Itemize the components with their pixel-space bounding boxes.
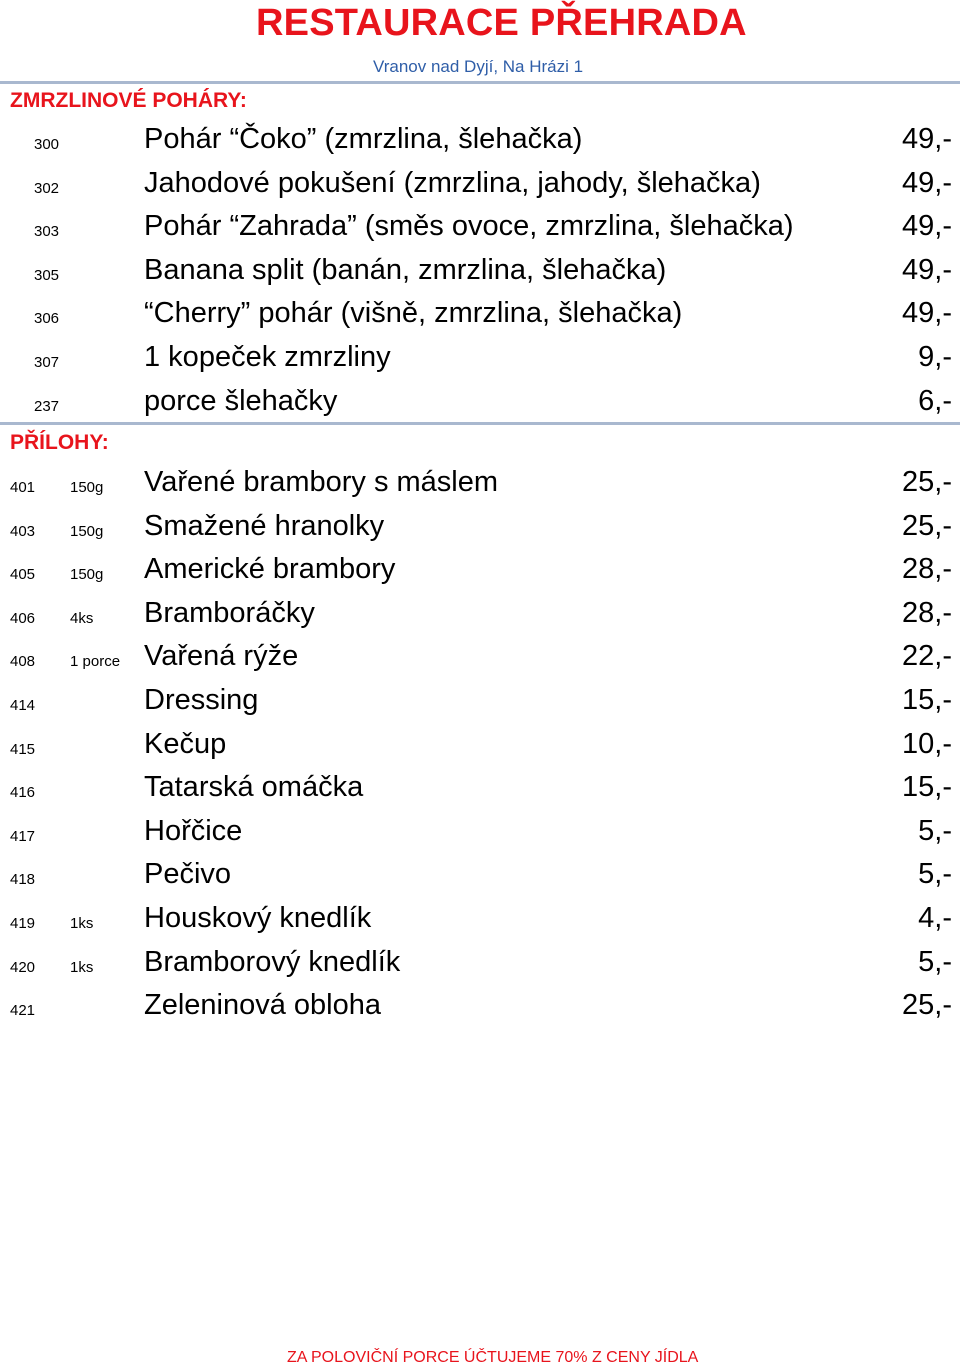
section-divider	[0, 81, 960, 84]
item-code: 417	[10, 827, 36, 845]
item-price: 49,-	[902, 297, 952, 330]
menu-item	[0, 162, 960, 206]
menu-item	[0, 292, 960, 336]
item-quantity: 1ks	[70, 958, 94, 976]
menu-item	[0, 810, 960, 854]
item-name: “Cherry” pohár (višně, zmrzlina, šlehačka)	[144, 297, 683, 330]
menu-item	[0, 723, 960, 767]
menu-item	[0, 766, 960, 810]
item-name: Pohár “Zahrada” (směs ovoce, zmrzlina, šlehačka)	[144, 210, 794, 243]
item-code: 401	[10, 479, 36, 496]
menu-item	[0, 941, 960, 985]
item-price: 25,-	[902, 989, 952, 1022]
item-code: 421	[10, 1002, 36, 1020]
half-portion-note: ZA POLOVIČNÍ PORCE ÚČTUJEME 70% Z CENY JÍDLA	[287, 1349, 699, 1366]
menu-item	[0, 118, 960, 162]
item-code: 307	[34, 353, 60, 371]
item-price: 49,-	[902, 253, 952, 286]
item-name: Americké brambory	[144, 553, 396, 586]
item-name: Tatarská omáčka	[144, 771, 364, 804]
item-price: 9,-	[918, 340, 952, 373]
menu-item	[0, 592, 960, 636]
item-price: 4,-	[918, 901, 952, 934]
section-title-ice-cream: ZMRZLINOVÉ POHÁRY:	[10, 89, 247, 112]
item-price: 25,-	[902, 509, 952, 542]
item-price: 5,-	[918, 858, 952, 891]
item-name: Houskový knedlík	[144, 901, 372, 934]
item-price: 15,-	[902, 683, 952, 716]
item-code: 306	[34, 310, 60, 328]
item-code: 302	[34, 179, 60, 197]
menu-item	[0, 548, 960, 592]
item-price: 49,-	[902, 166, 952, 199]
item-name: 1 kopeček zmrzliny	[144, 340, 391, 373]
item-name: Banana split (banán, zmrzlina, šlehačka)	[144, 253, 667, 286]
section-divider	[0, 422, 960, 425]
item-price: 49,-	[902, 123, 952, 155]
item-quantity: 150g	[70, 522, 104, 540]
item-code: 237	[34, 397, 60, 415]
item-price: 15,-	[902, 771, 952, 804]
item-price: 22,-	[902, 640, 952, 673]
restaurant-address: Vranov nad Dyjí, Na Hrázi 1	[373, 57, 584, 76]
item-code: 405	[10, 566, 36, 584]
item-code: 305	[34, 266, 60, 284]
menu-item	[0, 505, 960, 549]
item-price: 10,-	[902, 727, 952, 760]
item-code: 418	[10, 871, 36, 889]
menu-item	[0, 984, 960, 1028]
item-name: Hořčice	[144, 814, 243, 847]
menu-item	[0, 635, 960, 679]
item-quantity: 150g	[70, 479, 104, 496]
item-price: 25,-	[902, 466, 952, 498]
item-price: 28,-	[902, 553, 952, 586]
item-name: Vařené brambory s máslem	[144, 466, 499, 498]
menu-item	[0, 853, 960, 897]
item-name: Bramborový knedlík	[144, 945, 401, 978]
item-name: Pohár “Čoko” (zmrzlina, šlehačka)	[144, 123, 583, 155]
item-code: 420	[10, 958, 36, 976]
item-code: 406	[10, 609, 36, 627]
item-quantity: 150g	[70, 566, 104, 584]
item-quantity: 1ks	[70, 914, 94, 932]
menu-item	[0, 461, 960, 505]
menu-item	[0, 897, 960, 941]
menu-item	[0, 205, 960, 249]
menu-item	[0, 679, 960, 723]
item-code: 403	[10, 522, 36, 540]
item-name: porce šlehačky	[144, 384, 338, 417]
item-code: 414	[10, 696, 36, 714]
side-dishes-menu-list	[0, 461, 960, 1028]
item-name: Dressing	[144, 683, 259, 716]
section-title-side-dishes: PŘÍLOHY:	[10, 431, 109, 454]
item-code: 303	[34, 223, 60, 241]
item-price: 28,-	[902, 596, 952, 629]
item-price: 6,-	[918, 384, 952, 417]
item-name: Pečivo	[144, 858, 232, 891]
item-name: Smažené hranolky	[144, 509, 385, 542]
menu-item	[0, 249, 960, 293]
menu-item	[0, 336, 960, 380]
item-name: Bramboráčky	[144, 596, 315, 629]
item-price: 5,-	[918, 814, 952, 847]
item-code: 419	[10, 914, 36, 932]
item-price: 49,-	[902, 210, 952, 243]
item-name: Jahodové pokušení (zmrzlina, jahody, šlehačka)	[144, 166, 761, 199]
item-code: 415	[10, 740, 36, 758]
item-name: Zeleninová obloha	[144, 989, 382, 1022]
item-quantity: 4ks	[70, 609, 94, 627]
item-price: 5,-	[918, 945, 952, 978]
ice-cream-menu-list	[0, 118, 960, 423]
item-code: 416	[10, 784, 36, 802]
item-name: Kečup	[144, 727, 227, 760]
item-quantity: 1 porce	[70, 653, 121, 671]
item-code: 408	[10, 653, 36, 671]
item-code: 300	[34, 136, 60, 153]
menu-item	[0, 380, 960, 424]
item-name: Vařená rýže	[144, 640, 299, 673]
restaurant-title: RESTAURACE PŘEHRADA	[256, 2, 747, 44]
